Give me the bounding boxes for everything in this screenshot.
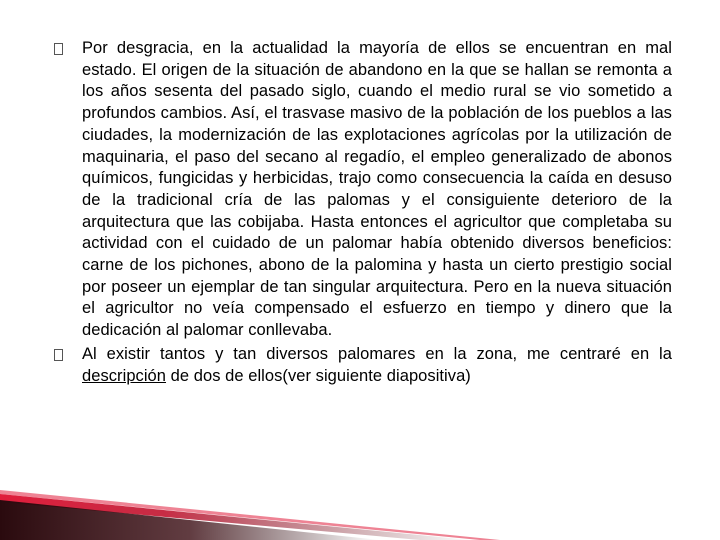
bullet-text: Por desgracia, en la actualidad la mayoría de ellos se encuentran en mal estado. El origen de la situación de abandono en la que se hallan se remonta a los años sesenta del pasado siglo, cuando el medio rural se vio sometido a profundos cambios. Así, el trasvase masivo de la población de los pueblos a las ciudades, la modernización de las explotaciones agrícolas por la utilización de maquinaria, el paso del secano al regadío, el empleo generalizado de abonos químicos, fungicidas y herbicidas, trajo como consecuencia la caída en desuso de la tradicional cría de las palomas y el consiguiente deterioro de la arquitectura que las cobijaba. Hasta entonces el agricultor que completaba su actividad con el cuidado de un palomar había obtenido diversos beneficios: carne de los pichones, abono de la palomina y hasta un cierto prestigio social por poseer un ejemplar de tan singular arquitectura. Pero en la nueva situación el agricultor no veía compensado el esfuerzo en tiempo y dinero que la dedicación al palomar conllevaba.	[82, 39, 672, 340]
swoosh-dark-band	[0, 500, 380, 540]
underlined-word: descripción	[82, 366, 167, 385]
bullet-item	[52, 344, 672, 387]
bullet-text-start: Al existir tantos y tan diversos palomares en la zona, me centraré en la	[82, 344, 672, 363]
bullet-text-end: de dos de ellos(ver siguiente diapositiva)	[166, 366, 471, 385]
bullet-item	[52, 38, 672, 342]
bullet-list	[52, 38, 672, 389]
bullet-text	[82, 344, 672, 387]
decorative-swoosh	[0, 440, 720, 540]
square-bullet-icon	[52, 349, 72, 360]
square-bullet-icon	[52, 43, 72, 54]
